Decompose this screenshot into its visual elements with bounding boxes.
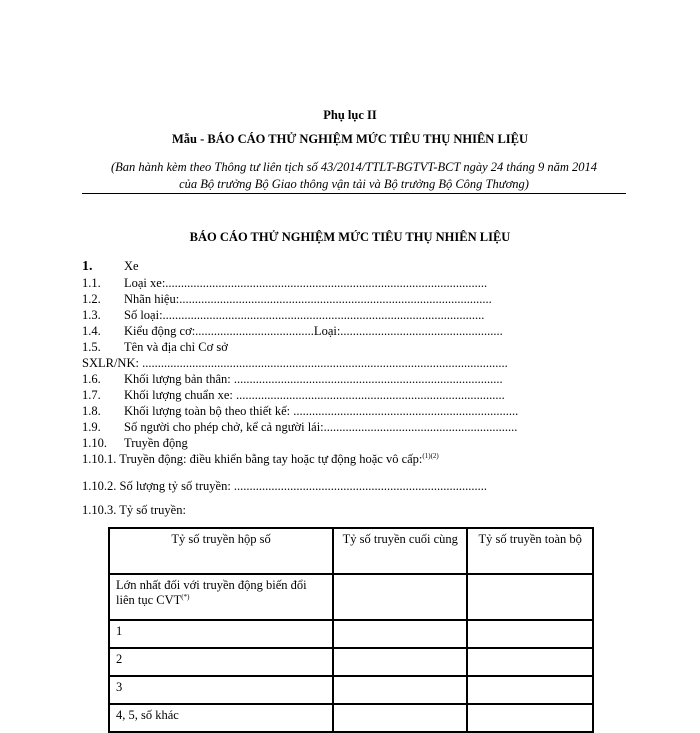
item-text: Số người cho phép chở, kể cả người lái:.............................................................. <box>124 420 518 434</box>
item-row <box>82 276 487 291</box>
issuance-note <box>82 159 626 193</box>
row-label <box>109 574 333 620</box>
item-row <box>82 479 487 494</box>
item-row <box>82 452 439 467</box>
row-label-text: Lớn nhất đối với truyền động biến đổi liên tục CVT <box>116 578 307 607</box>
item-row <box>82 404 518 419</box>
table-cell <box>467 704 593 732</box>
gear-ratio-table <box>108 527 594 733</box>
column-header: Tỷ số truyền hộp số <box>109 528 333 574</box>
footnote-ref: (*) <box>181 592 190 601</box>
item-row <box>82 340 228 355</box>
item-number: 1.1. <box>82 276 101 290</box>
table-row <box>109 648 593 676</box>
report-title: BÁO CÁO THỬ NGHIỆM MỨC TIÊU THỤ NHIÊN LIỆU <box>189 230 511 244</box>
table-cell <box>333 704 467 732</box>
item-row <box>82 420 517 435</box>
issuance-line-2: của Bộ trưởng Bộ Giao thông vận tải và Bộ trưởng Bộ Công Thương) <box>179 177 529 191</box>
table-cell <box>333 574 467 620</box>
form-title: Mẫu - BÁO CÁO THỬ NGHIỆM MỨC TIÊU THỤ NHIÊN LIỆU <box>171 132 529 146</box>
column-header: Tỷ số truyền cuối cùng <box>333 528 467 574</box>
item-number: 1.4. <box>82 324 101 338</box>
table-cell <box>467 648 593 676</box>
item-row <box>82 372 503 387</box>
item-text: Số loại:....................................................................................................... <box>124 308 485 322</box>
row-label: 2 <box>109 648 333 676</box>
item-row <box>82 259 139 275</box>
table-row <box>109 620 593 648</box>
item-text: 1.10.1. Truyền động: điều khiển bằng tay hoặc tự động hoặc vô cấp: <box>82 452 423 466</box>
table-header-row <box>109 528 593 574</box>
item-number: 1. <box>82 259 93 274</box>
item-number: 1.2. <box>82 292 101 306</box>
row-label: 3 <box>109 676 333 704</box>
item-text: Loại xe:....................................................................................................... <box>124 276 488 290</box>
item-text: Nhãn hiệu:.................................................................................................... <box>124 292 492 306</box>
table-cell <box>333 620 467 648</box>
appendix-label: Phụ lục II <box>323 108 377 122</box>
item-text: Truyền động <box>124 436 188 450</box>
item-text: Khối lượng bản thân: ...................................................................................... <box>124 372 503 386</box>
item-text: 1.10.2. Số lượng tỷ số truyền: ................................................................................. <box>82 479 488 493</box>
row-label: 4, 5, số khác <box>109 704 333 732</box>
table-cell <box>467 620 593 648</box>
issuance-line-1: (Ban hành kèm theo Thông tư liên tịch số 43/2014/TTLT-BGTVT-BCT ngày 24 tháng 9 năm 2014 <box>110 160 598 174</box>
item-number: 1.7. <box>82 388 101 402</box>
header-divider <box>82 193 626 194</box>
item-text: Xe <box>124 259 139 273</box>
item-number: 1.8. <box>82 404 101 418</box>
item-text: SXLR/NK: ..................................................................................................................... <box>82 356 508 370</box>
item-text: Khối lượng chuẩn xe: ...................................................................................... <box>124 388 505 402</box>
item-number: 1.10. <box>82 436 107 450</box>
item-text: Tên và địa chỉ Cơ sở <box>124 340 228 354</box>
item-number: 1.5. <box>82 340 101 354</box>
item-number: 1.6. <box>82 372 101 386</box>
item-text: 1.10.3. Tỷ số truyền: <box>82 503 186 517</box>
footnote-ref: (1)(2) <box>422 451 439 460</box>
item-row <box>82 308 484 323</box>
item-row <box>82 388 505 403</box>
item-row <box>82 356 508 371</box>
table-cell <box>333 648 467 676</box>
item-text: Khối lượng toàn bộ theo thiết kế: ........................................................................ <box>124 404 519 418</box>
item-row <box>82 503 186 518</box>
table-row <box>109 704 593 732</box>
item-row <box>82 436 188 451</box>
item-number: 1.9. <box>82 420 101 434</box>
item-row <box>82 324 503 339</box>
column-header: Tỷ số truyền toàn bộ <box>467 528 593 574</box>
table-cell <box>467 574 593 620</box>
item-row <box>82 292 492 307</box>
item-number: 1.3. <box>82 308 101 322</box>
table-row <box>109 574 593 620</box>
item-text: Kiểu động cơ:......................................Loại:.................................................... <box>124 324 503 338</box>
row-label: 1 <box>109 620 333 648</box>
